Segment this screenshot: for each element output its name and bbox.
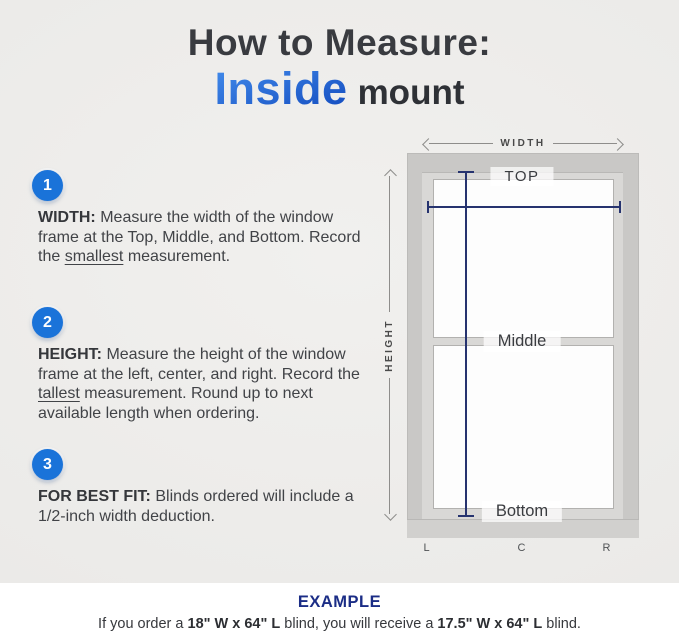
- width-dimension-arrow: [424, 138, 622, 150]
- example-footer: [0, 583, 679, 642]
- subtitle-suffix: mount: [357, 73, 465, 112]
- marker-center: C: [517, 542, 527, 554]
- window-diagram: [383, 137, 651, 567]
- measure-tick: [458, 515, 474, 517]
- arrow-line: [553, 143, 617, 145]
- height-dimension-arrow: [383, 171, 397, 519]
- page-subtitle: [0, 63, 679, 114]
- page-title: How to Measure:: [187, 22, 492, 63]
- step-number-badge: 2: [32, 307, 63, 338]
- example-heading: EXAMPLE: [297, 593, 382, 611]
- arrow-right-icon: [611, 138, 624, 151]
- bottom-label: Bottom: [482, 501, 562, 522]
- step-best-fit-text: FOR BEST FIT: Blinds ordered will include a 1/2-inch width deduction.: [38, 488, 354, 525]
- height-arrow-label: HEIGHT: [384, 318, 395, 372]
- width-measure-line: [427, 206, 621, 208]
- step-number-badge: 3: [32, 449, 63, 480]
- marker-left: L: [423, 542, 431, 554]
- upper-sash-pane: [433, 179, 614, 338]
- step-width: [30, 170, 378, 267]
- arrow-line: [389, 378, 391, 514]
- measure-tick: [427, 201, 429, 213]
- step-height-text: HEIGHT: Measure the height of the window frame at the left, center, and right. Record the tallest measurement. Round up to next available length when ordering.: [38, 346, 360, 422]
- width-arrow-label: WIDTH: [500, 138, 546, 149]
- measure-tick: [619, 201, 621, 213]
- arrow-line: [429, 143, 493, 145]
- marker-right: R: [602, 542, 612, 554]
- measure-tick: [458, 171, 474, 173]
- step-height: [30, 307, 378, 423]
- top-label: TOP: [490, 167, 553, 186]
- example-text: If you order a 18" W x 64" L blind, you will receive a 17.5" W x 64" L blind.: [98, 616, 581, 632]
- middle-label: Middle: [484, 331, 561, 352]
- arrow-up-icon: [384, 169, 397, 182]
- height-measure-line: [465, 172, 467, 516]
- arrow-down-icon: [384, 508, 397, 521]
- step-width-text: WIDTH: Measure the width of the window frame at the Top, Middle, and Bottom. Record the smallest measurement.: [38, 209, 361, 265]
- step-number-badge: 1: [32, 170, 63, 201]
- step-best-fit: [30, 449, 378, 526]
- subtitle-highlight: Inside: [214, 63, 348, 114]
- arrow-left-icon: [422, 138, 435, 151]
- lower-sash-pane: [433, 345, 614, 509]
- arrow-line: [389, 176, 391, 312]
- column-markers: [383, 542, 651, 556]
- header: [0, 22, 679, 114]
